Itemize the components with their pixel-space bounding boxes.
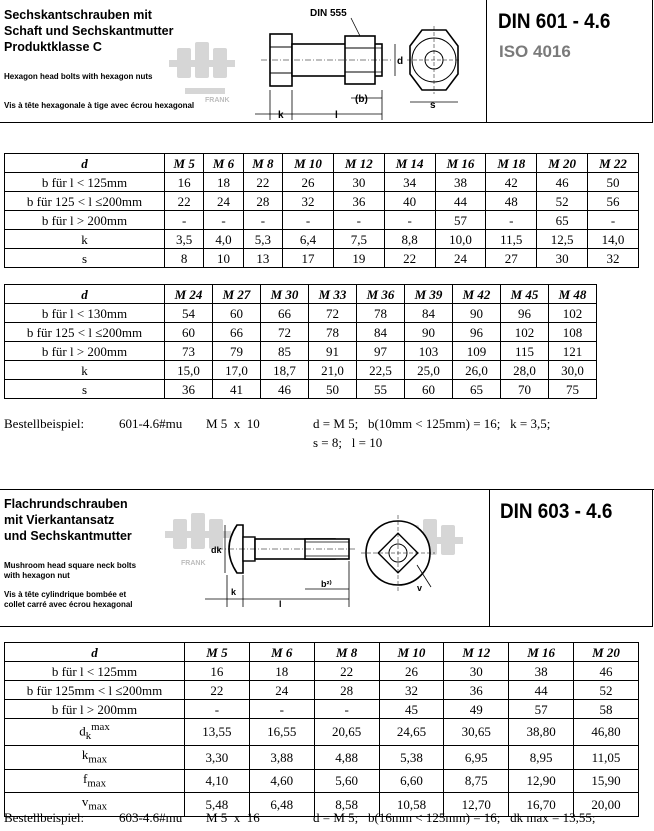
table-cell: 22,5 [357, 361, 405, 380]
table-cell: 6,48 [249, 793, 314, 817]
section2-english-line-2: with hexagon nut [4, 571, 70, 580]
header-cell: M 6 [204, 154, 243, 173]
table-cell: - [204, 211, 243, 230]
carriage-bolt-drawing [155, 495, 487, 623]
table-cell: 36 [444, 681, 509, 700]
table-cell: 24,65 [379, 719, 444, 746]
table-cell: - [314, 700, 379, 719]
table-cell: 65 [537, 211, 588, 230]
section2-french-line-2: collet carré avec écrou hexagonal [4, 600, 133, 609]
section2-title-line-3: und Sechskantmutter [4, 529, 132, 543]
table-cell: 115 [501, 342, 549, 361]
row-label: s [5, 380, 165, 399]
table-cell: 103 [405, 342, 453, 361]
header-cell: M 18 [486, 154, 537, 173]
table-cell: 18 [249, 662, 314, 681]
table-cell: - [384, 211, 435, 230]
order-example-values-line-1: d = M 5; b(10mm < 125mm) = 16; k = 3,5; [313, 416, 551, 431]
table-cell: 44 [435, 192, 486, 211]
table-cell: 16 [185, 662, 250, 681]
table-cell: - [249, 700, 314, 719]
header-cell: d [5, 643, 185, 662]
frank-logo-watermark [169, 42, 235, 94]
section1-standard-title: DIN 601 - 4.6 [498, 10, 611, 33]
row-label-f-max: $f_{max}$ [5, 769, 185, 793]
table-cell: - [185, 700, 250, 719]
table-cell: 27 [486, 249, 537, 268]
table-cell: 20,00 [574, 793, 639, 817]
hex-bolt-drawing [155, 2, 485, 120]
table-cell: 66 [213, 323, 261, 342]
table-cell: 32 [379, 681, 444, 700]
header-cell: M 10 [379, 643, 444, 662]
table-bolt-sizes-m24-m48 [4, 284, 597, 399]
table-cell: 46,80 [574, 719, 639, 746]
table-cell: 79 [213, 342, 261, 361]
table-row [5, 211, 639, 230]
table-cell: 44 [509, 681, 574, 700]
table-row [5, 230, 639, 249]
section2-title-line-2: mit Vierkantansatz [4, 513, 115, 527]
header-cell: M 6 [249, 643, 314, 662]
table-cell: 60 [213, 304, 261, 323]
row-label-dk-max: $d_k^{max}$ [5, 719, 185, 746]
dim-l-label: l [279, 599, 282, 609]
table-cell: - [588, 211, 639, 230]
table-row [5, 304, 597, 323]
table-cell: 16,70 [509, 793, 574, 817]
table-cell: 54 [165, 304, 213, 323]
table-row [5, 662, 639, 681]
dim-k-label: k [278, 110, 284, 120]
section2-english-line-1: Mushroom head square neck bolts [4, 561, 137, 570]
table-row [5, 173, 639, 192]
table-cell: 7,5 [333, 230, 384, 249]
table-cell: 15,90 [574, 769, 639, 793]
table-row [5, 323, 597, 342]
table-cell: 52 [537, 192, 588, 211]
table-cell: 41 [213, 380, 261, 399]
table-cell: 24 [435, 249, 486, 268]
table-row [5, 719, 639, 746]
dim-s-label: s [430, 100, 436, 111]
table-cell: 8,8 [384, 230, 435, 249]
table-cell: 4,10 [185, 769, 250, 793]
table-cell: 5,38 [379, 745, 444, 769]
header-cell: M 5 [165, 154, 204, 173]
table-cell: 84 [405, 304, 453, 323]
table-cell: 38,80 [509, 719, 574, 746]
table-cell: 34 [384, 173, 435, 192]
table-row [5, 769, 639, 793]
order-example-values-line-2: s = 8; l = 10 [313, 435, 383, 450]
table-cell: 4,60 [249, 769, 314, 793]
header-cell: M 33 [309, 285, 357, 304]
table-cell: 46 [537, 173, 588, 192]
table-cell: 48 [486, 192, 537, 211]
table-cell: 18,7 [261, 361, 309, 380]
table-cell: 5,60 [314, 769, 379, 793]
header-cell: M 45 [501, 285, 549, 304]
table-cell: 22 [165, 192, 204, 211]
table-cell: 11,05 [574, 745, 639, 769]
table-cell: 8,58 [314, 793, 379, 817]
section1-english-text: Hexagon head bolts with hexagon nuts [4, 72, 153, 81]
table-cell: 102 [501, 323, 549, 342]
table-cell: 6,60 [379, 769, 444, 793]
dim-b-label: (b) [355, 94, 368, 105]
table-cell: 60 [165, 323, 213, 342]
row-label: b für l > 200mm [5, 211, 165, 230]
table-cell: 65 [453, 380, 501, 399]
table-cell: 14,0 [588, 230, 639, 249]
table-cell: 8 [165, 249, 204, 268]
table-bolt-sizes-m5-m22 [4, 153, 639, 268]
section1-title-line-3: Produktklasse C [4, 40, 102, 54]
header-cell: M 8 [314, 643, 379, 662]
table-cell: 30 [537, 249, 588, 268]
table-cell: 96 [501, 304, 549, 323]
table-cell: 50 [309, 380, 357, 399]
header-cell: M 8 [243, 154, 282, 173]
table-cell: - [283, 211, 334, 230]
header-cell: M 12 [333, 154, 384, 173]
table-cell: 11,5 [486, 230, 537, 249]
header-cell: M 24 [165, 285, 213, 304]
watermark-text: FRANK [181, 560, 206, 567]
table-cell: 21,0 [309, 361, 357, 380]
table-cell: 66 [261, 304, 309, 323]
table-cell: 46 [574, 662, 639, 681]
table-cell: 24 [204, 192, 243, 211]
table-cell: 22 [185, 681, 250, 700]
dim-k-label: k [231, 587, 237, 597]
header-cell: M 48 [549, 285, 597, 304]
header-cell: M 20 [574, 643, 639, 662]
header-cell: M 5 [185, 643, 250, 662]
table-row [5, 342, 597, 361]
table-cell: 121 [549, 342, 597, 361]
table-cell: 5,3 [243, 230, 282, 249]
order-example-2-code: 603-4.6#mu [119, 810, 183, 825]
table-cell: 102 [549, 304, 597, 323]
table-row [5, 249, 639, 268]
header-cell: M 42 [453, 285, 501, 304]
table-row [5, 192, 639, 211]
header-cell: M 16 [435, 154, 486, 173]
dim-b-label: b²⁾ [321, 579, 332, 589]
section1-title-line-1: Sechskantschrauben mit [4, 8, 152, 22]
table-cell: 57 [509, 700, 574, 719]
header-cell: M 10 [283, 154, 334, 173]
table-cell: 28,0 [501, 361, 549, 380]
table-cell: 90 [405, 323, 453, 342]
watermark-text: FRANK [205, 97, 230, 104]
table-cell: 22 [314, 662, 379, 681]
table-cell: 75 [549, 380, 597, 399]
table-cell: 55 [357, 380, 405, 399]
table-cell: 28 [314, 681, 379, 700]
table-header-row [5, 154, 639, 173]
table-cell: 8,75 [444, 769, 509, 793]
table-cell: 19 [333, 249, 384, 268]
table-cell: 5,48 [185, 793, 250, 817]
table-cell: 84 [357, 323, 405, 342]
section1-title-line-2: Schaft und Sechskantmutter [4, 24, 174, 38]
table-cell: 26,0 [453, 361, 501, 380]
table-cell: 6,4 [283, 230, 334, 249]
row-label: s [5, 249, 165, 268]
table-cell: 22 [384, 249, 435, 268]
table-cell: 17,0 [213, 361, 261, 380]
order-example-2-values: d = M 5; b(16mm < 125mm) = 16; dk max = 13,55; [313, 810, 596, 825]
table-cell: 97 [357, 342, 405, 361]
table-cell: - [165, 211, 204, 230]
table-cell: - [486, 211, 537, 230]
header-cell: M 20 [537, 154, 588, 173]
section2-title-line-1: Flachrundschrauben [4, 497, 128, 511]
table-cell: 4,88 [314, 745, 379, 769]
dim-l-label: l [335, 110, 338, 120]
table-cell: 70 [501, 380, 549, 399]
header-cell: d [5, 154, 165, 173]
section2-standard-title: DIN 603 - 4.6 [500, 500, 613, 523]
header-cell: M 36 [357, 285, 405, 304]
table-cell: 60 [405, 380, 453, 399]
table-cell: 12,90 [509, 769, 574, 793]
dim-dk-label: dk [211, 545, 222, 555]
table-cell: 30,65 [444, 719, 509, 746]
table-cell: 12,5 [537, 230, 588, 249]
table-cell: 30 [333, 173, 384, 192]
table-cell: 45 [379, 700, 444, 719]
row-label: k [5, 361, 165, 380]
row-label: b für l > 200mm [5, 342, 165, 361]
table-row [5, 745, 639, 769]
table-cell: 57 [435, 211, 486, 230]
order-example-label: Bestellbeispiel: [4, 416, 85, 431]
table-cell: 72 [261, 323, 309, 342]
section1-french-text: Vis à tête hexagonale à tige avec écrou hexagonal [4, 101, 195, 110]
table-cell: 32 [588, 249, 639, 268]
header-cell: M 30 [261, 285, 309, 304]
table-cell: 3,88 [249, 745, 314, 769]
table-row [5, 361, 597, 380]
table-cell: 10 [204, 249, 243, 268]
table-cell: 10,0 [435, 230, 486, 249]
table-cell: 15,0 [165, 361, 213, 380]
table-cell: 10,58 [379, 793, 444, 817]
row-label: b für l < 125mm [5, 662, 185, 681]
header-cell: M 39 [405, 285, 453, 304]
table-cell: 16,55 [249, 719, 314, 746]
row-label: b für l < 125mm [5, 173, 165, 192]
row-label: k [5, 230, 165, 249]
table-cell: 78 [357, 304, 405, 323]
order-example-code: 601-4.6#mu [119, 416, 183, 431]
table-cell: - [243, 211, 282, 230]
table-cell: 58 [574, 700, 639, 719]
table-cell: 16 [165, 173, 204, 192]
table-cell: 3,5 [165, 230, 204, 249]
table-cell: 73 [165, 342, 213, 361]
dim-v-label: v [417, 583, 423, 593]
table-cell: 38 [435, 173, 486, 192]
table-cell: - [333, 211, 384, 230]
table-header-row [5, 285, 597, 304]
header-cell: M 27 [213, 285, 261, 304]
dim-d-label: d [397, 56, 404, 67]
row-label: b für 125 < l ≤200mm [5, 323, 165, 342]
header-cell: M 14 [384, 154, 435, 173]
table-cell: 56 [588, 192, 639, 211]
table-cell: 26 [283, 173, 334, 192]
order-example-2-size: M 5 x 16 [206, 810, 260, 825]
table-cell: 22 [243, 173, 282, 192]
header-cell: M 12 [444, 643, 509, 662]
row-label-k-max: $k_{max}$ [5, 745, 185, 769]
table-cell: 32 [283, 192, 334, 211]
table-cell: 17 [283, 249, 334, 268]
table-row [5, 700, 639, 719]
table-cell: 30,0 [549, 361, 597, 380]
row-label: b für 125mm < l ≤200mm [5, 681, 185, 700]
table-cell: 24 [249, 681, 314, 700]
table-cell: 8,95 [509, 745, 574, 769]
table-row [5, 681, 639, 700]
table-cell: 13 [243, 249, 282, 268]
table-cell: 12,70 [444, 793, 509, 817]
hex-end-view [407, 26, 461, 111]
table-cell: 30 [444, 662, 509, 681]
table-cell: 26 [379, 662, 444, 681]
table-cell: 38 [509, 662, 574, 681]
order-example-size: M 5 x 10 [206, 416, 260, 431]
section2-french-line-1: Vis à tête cylindrique bombée et [4, 590, 127, 599]
row-label-v-max: $v_{max}$ [5, 793, 185, 817]
row-label: b für l > 200mm [5, 700, 185, 719]
table-cell: 36 [165, 380, 213, 399]
table-cell: 109 [453, 342, 501, 361]
table-cell: 49 [444, 700, 509, 719]
table-cell: 91 [309, 342, 357, 361]
table-cell: 96 [453, 323, 501, 342]
row-label: b für 125 < l ≤200mm [5, 192, 165, 211]
table-cell: 40 [384, 192, 435, 211]
table-cell: 20,65 [314, 719, 379, 746]
table-row [5, 380, 597, 399]
table-cell: 4,0 [204, 230, 243, 249]
header-cell: d [5, 285, 165, 304]
table-cell: 78 [309, 323, 357, 342]
table-cell: 3,30 [185, 745, 250, 769]
order-example-2-label: Bestellbeispiel: [4, 810, 85, 825]
row-label: b für l < 130mm [5, 304, 165, 323]
table-cell: 52 [574, 681, 639, 700]
table-cell: 6,95 [444, 745, 509, 769]
header-cell: M 16 [509, 643, 574, 662]
table-carriage-bolt-sizes [4, 642, 639, 817]
table-cell: 108 [549, 323, 597, 342]
table-cell: 28 [243, 192, 282, 211]
table-cell: 90 [453, 304, 501, 323]
table-cell: 18 [204, 173, 243, 192]
table-cell: 36 [333, 192, 384, 211]
table-cell: 50 [588, 173, 639, 192]
table-cell: 46 [261, 380, 309, 399]
section1-standard-subtitle: ISO 4016 [499, 42, 571, 61]
table-cell: 13,55 [185, 719, 250, 746]
din555-label: DIN 555 [310, 8, 347, 19]
table-cell: 72 [309, 304, 357, 323]
table-cell: 42 [486, 173, 537, 192]
header-cell: M 22 [588, 154, 639, 173]
table-cell: 85 [261, 342, 309, 361]
table-header-row [5, 643, 639, 662]
table-cell: 25,0 [405, 361, 453, 380]
